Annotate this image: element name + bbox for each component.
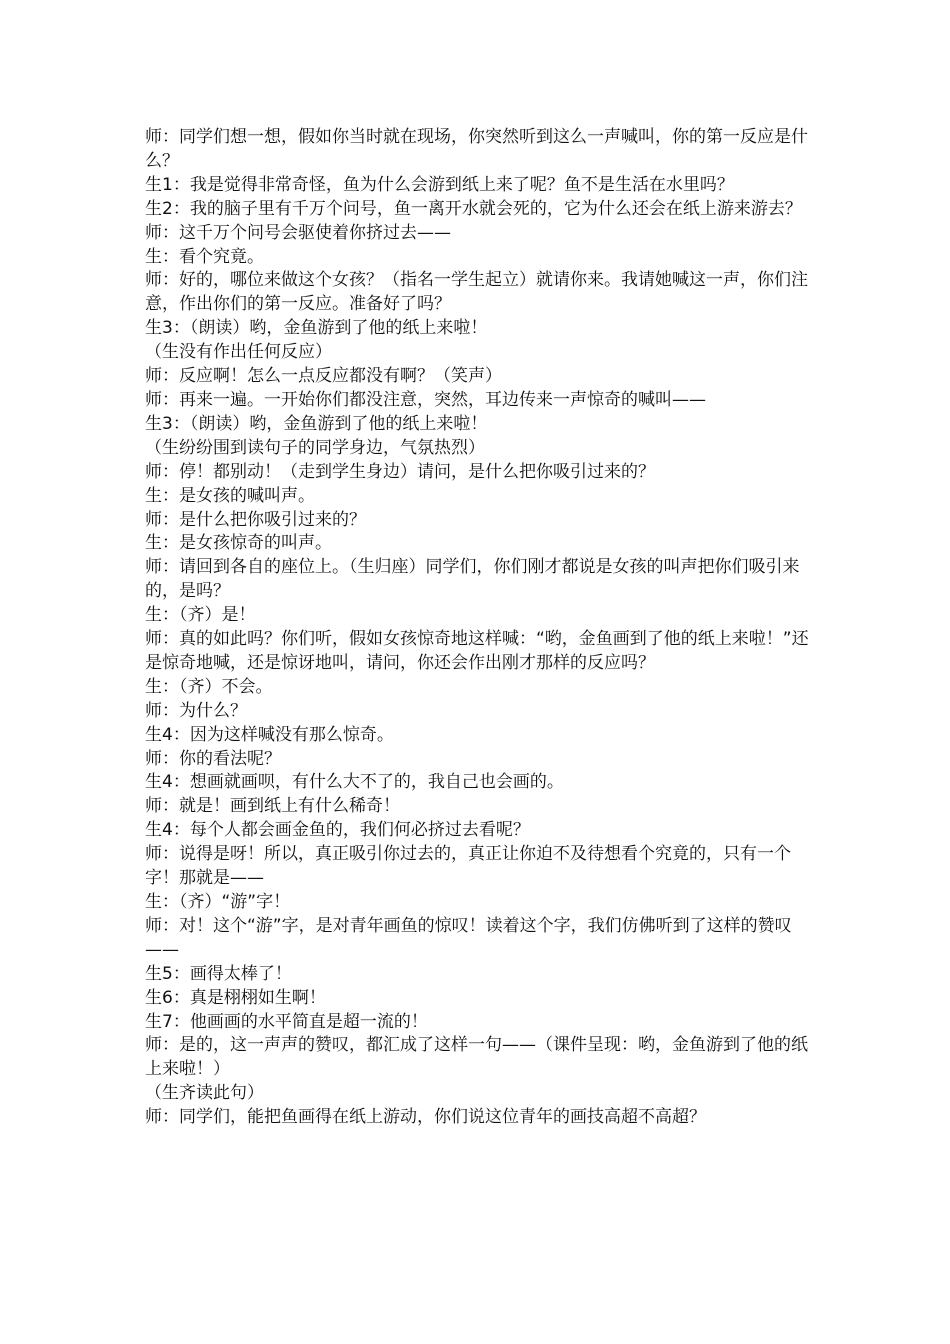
- transcript-line: 生1：我是觉得非常奇怪，鱼为什么会游到纸上来了呢？鱼不是生活在水里吗？: [145, 174, 734, 195]
- transcript-line: 生6：真是栩栩如生啊！: [145, 987, 326, 1008]
- transcript-line: 生：是女孩惊奇的叫声。: [145, 533, 332, 554]
- transcript-line: 师：为什么？: [145, 700, 247, 721]
- transcript-line: （生没有作出任何反应）: [145, 342, 332, 363]
- transcript-line: 师：真的如此吗？你们听，假如女孩惊奇地这样喊：“哟，金鱼画到了他的纸上来啦！”还是惊奇地喊，还是惊讶地叫，请问，你还会作出刚才那样的反应吗？: [145, 629, 809, 673]
- transcript-line: 师：你的看法呢？: [145, 748, 281, 769]
- transcript-line: 师：同学们，能把鱼画得在纸上游动，你们说这位青年的画技高超不高超？: [145, 1107, 706, 1128]
- transcript-line: 师：对！这个“游”字，是对青年画鱼的惊叹！读着这个字，我们仿佛听到了这样的赞叹——: [145, 915, 792, 960]
- transcript-line: 生2：我的脑子里有千万个问号，鱼一离开水就会死的，它为什么还会在纸上游来游去？: [145, 198, 802, 219]
- transcript-line: （生纷纷围到读句子的同学身边，气氛热烈）: [145, 437, 485, 458]
- transcript-line: 生5：画得太棒了！: [145, 963, 292, 984]
- transcript-line: 师：同学们想一想，假如你当时就在现场，你突然听到这么一声喊叫，你的第一反应是什么？: [145, 127, 808, 171]
- transcript-line: 生3：（朗读）哟，金鱼游到了他的纸上来啦！: [145, 318, 488, 339]
- transcript-line: 师：好的，哪位来做这个女孩？（指名一学生起立）就请你来。我请她喊这一声，你们注意，作出你们的第一反应。准备好了吗？: [145, 270, 808, 315]
- transcript-line: 师：是的，这一声声的赞叹，都汇成了这样一句——（课件呈现：哟，金鱼游到了他的纸上来啦！）: [145, 1035, 808, 1080]
- transcript-line: 生：（齐）是！: [145, 605, 256, 626]
- transcript-line: 师：这千万个问号会驱使着你挤过去——: [145, 222, 451, 243]
- transcript-line: 生：（齐）不会。: [145, 676, 273, 697]
- transcript-line: 师：请回到各自的座位上。（生归座）同学们，你们刚才都说是女孩的叫声把你们吸引来的，是吗？: [145, 557, 800, 602]
- transcript-line: 生：（齐）“游”字！: [145, 892, 291, 912]
- transcript-line: 师：说得是呀！所以，真正吸引你过去的，真正让你迫不及待想看个究竟的，只有一个字！那就是——: [145, 844, 791, 889]
- transcript-line: 生7：他画画的水平简直是超一流的！: [145, 1011, 428, 1032]
- transcript-line: 师：就是！画到纸上有什么稀奇！: [145, 796, 400, 817]
- transcript-line: 生4：每个人都会画金鱼的，我们何必挤过去看呢？: [145, 820, 530, 841]
- transcript-line: 生：看个究竟。: [145, 246, 264, 267]
- transcript-line: 师：停！都别动！（走到学生身边）请问，是什么把你吸引过来的？: [145, 461, 655, 482]
- transcript-line: 生4：想画就画呗，有什么大不了的，我自己也会画的。: [145, 772, 564, 793]
- transcript-line: （生齐读此句）: [145, 1083, 264, 1104]
- lesson-transcript: [145, 126, 810, 1130]
- transcript-line: 师：反应啊！怎么一点反应都没有啊？（笑声）: [145, 366, 502, 387]
- transcript-line: 生：是女孩的喊叫声。: [145, 485, 315, 506]
- transcript-line: 生4：因为这样喊没有那么惊奇。: [145, 724, 394, 745]
- transcript-line: 师：再来一遍。一开始你们都没注意，突然，耳边传来一声惊奇的喊叫——: [145, 389, 706, 410]
- transcript-line: 生3：（朗读）哟，金鱼游到了他的纸上来啦！: [145, 413, 488, 434]
- transcript-line: 师：是什么把你吸引过来的？: [145, 509, 366, 530]
